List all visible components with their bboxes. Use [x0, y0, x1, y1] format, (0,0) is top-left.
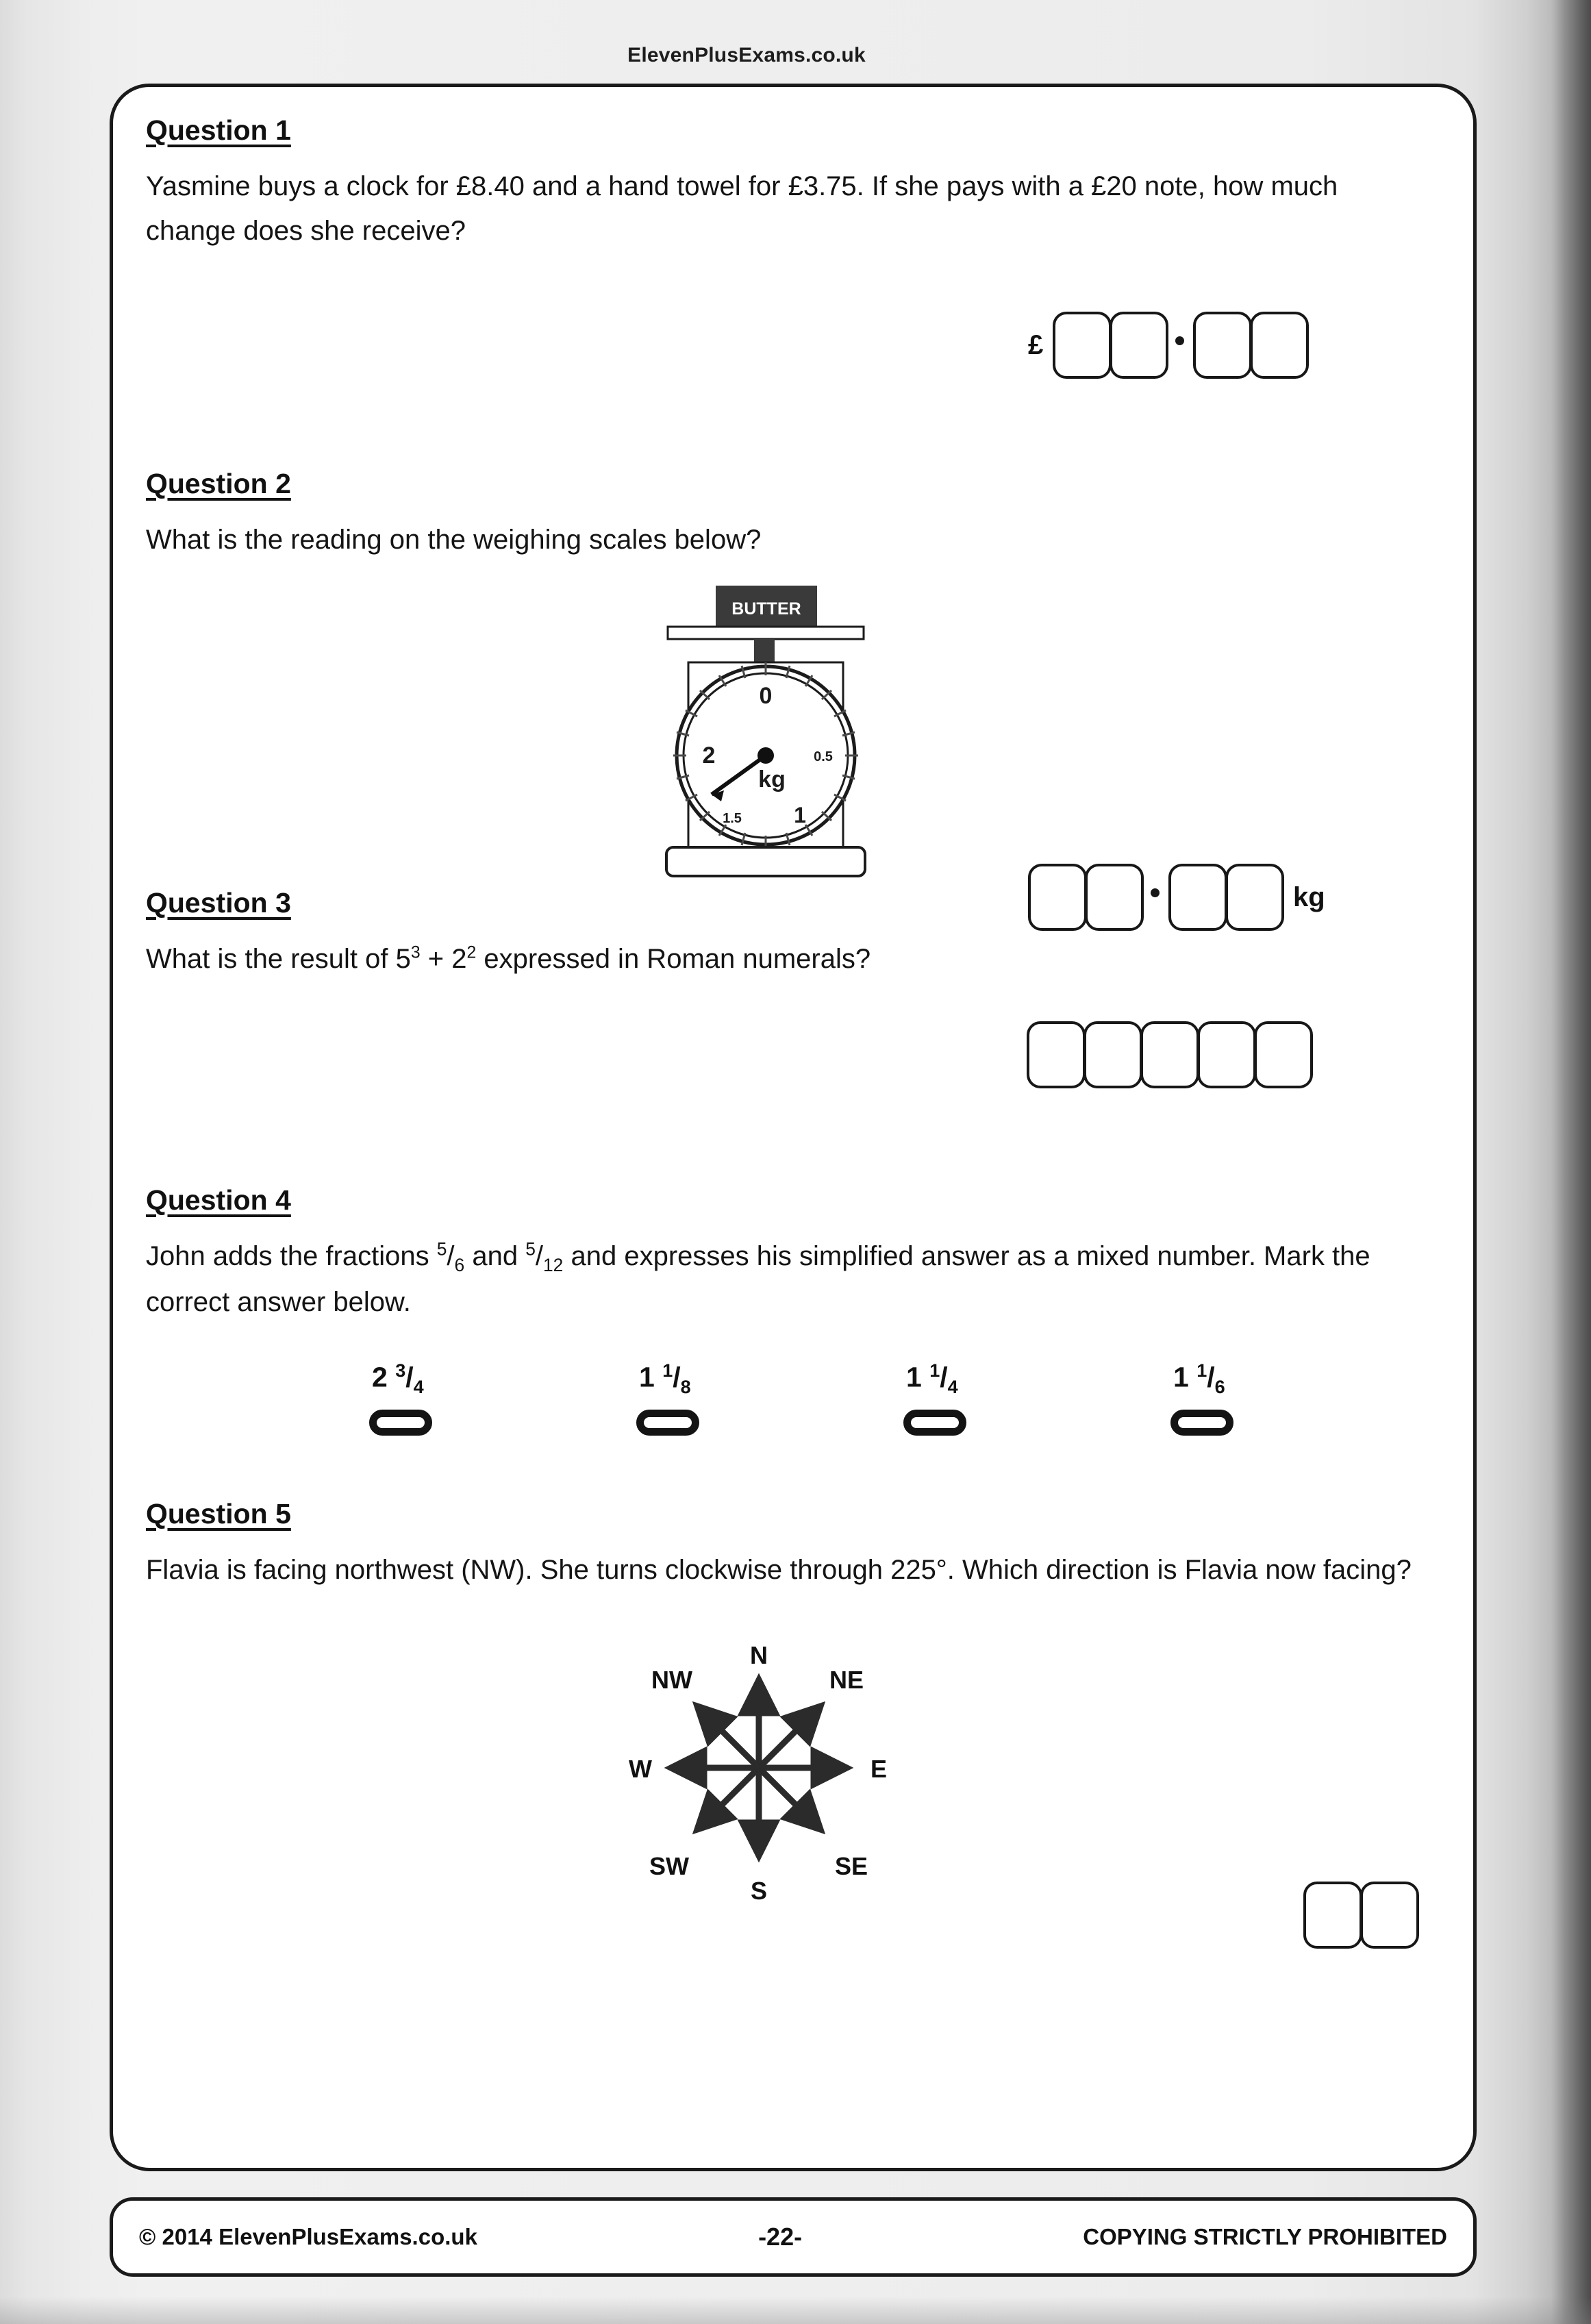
question-4-body	[146, 1234, 1433, 1325]
compass-label-e: E	[870, 1754, 888, 1783]
question-5-body: Flavia is facing northwest (NW). She turns clockwise through 225°. Which direction is Flavia now facing?	[146, 1555, 1412, 1585]
option-denominator: 4	[947, 1376, 958, 1397]
q4-fraction-1-numerator: 5	[436, 1238, 447, 1260]
option-whole-number: 2	[372, 1361, 388, 1393]
page-footer-frame	[110, 2197, 1477, 2277]
q4-tail-text: and expresses his simplified answer as a mixed number. Mark the correct answer below.	[146, 1241, 1370, 1317]
answer-box[interactable]	[1197, 1021, 1256, 1088]
scale-stem	[754, 639, 775, 662]
option-whole-number: 1	[639, 1361, 655, 1393]
scale-base	[666, 847, 865, 876]
option-fraction: $^3/_4$	[395, 1360, 424, 1397]
question-2-title: Question 2	[146, 468, 291, 499]
dial-tick-label-0: 0	[759, 682, 773, 709]
dial-tick-label-1: 1	[794, 802, 806, 827]
option-denominator: 4	[413, 1376, 424, 1397]
question-5-block	[146, 1498, 1433, 1924]
q4-fraction-2-numerator: 5	[525, 1238, 536, 1260]
footer-copyright: © 2014 ElevenPlusExams.co.uk	[139, 2224, 477, 2249]
question-1-answer-boxes[interactable]	[1028, 312, 1307, 379]
compass-label-se: SE	[834, 1851, 868, 1880]
question-1-block	[146, 114, 1433, 360]
q4-mid-text: and	[464, 1241, 526, 1271]
question-4-title: Question 4	[146, 1184, 291, 1216]
butter-label: BUTTER	[731, 599, 801, 619]
scale-platform	[668, 627, 864, 639]
option-label	[1146, 1360, 1413, 1398]
q4-lead-text: John adds the fractions	[146, 1241, 437, 1271]
question-1-title: Question 1	[146, 114, 291, 146]
question-3-title: Question 3	[146, 887, 291, 919]
option-numerator: 3	[395, 1360, 406, 1381]
worksheet-content-frame	[110, 84, 1477, 2171]
answer-box[interactable]	[1250, 312, 1309, 379]
q3-exponent-1: 3	[410, 943, 421, 962]
answer-box[interactable]	[1110, 312, 1168, 379]
option-fraction: $^1/_4$	[929, 1360, 958, 1397]
dial-tick-label-2: 2	[702, 742, 716, 769]
site-header: ElevenPlusExams.co.uk	[627, 44, 866, 66]
question-4-options-row	[344, 1360, 1433, 1436]
answer-box[interactable]	[1083, 1021, 1142, 1088]
answer-box[interactable]	[1193, 312, 1252, 379]
question-4-option[interactable]	[344, 1360, 612, 1436]
weighing-scale-illustration	[653, 582, 879, 897]
answer-box[interactable]	[1254, 1021, 1313, 1088]
option-numerator: 1	[929, 1360, 940, 1381]
option-numerator: 1	[662, 1360, 673, 1381]
footer-notice: COPYING STRICTLY PROHIBITED	[1083, 2224, 1447, 2249]
option-bubble[interactable]	[369, 1410, 432, 1436]
page-edge-shadow-right	[1551, 0, 1591, 2324]
answer-box[interactable]	[1140, 1021, 1199, 1088]
q4-fraction-2-denominator: 12	[543, 1255, 564, 1275]
footer-page-number: -22-	[758, 2223, 803, 2251]
q3-base-1: 5	[395, 944, 411, 974]
option-label	[879, 1360, 1146, 1398]
question-5-answer-boxes[interactable]	[1303, 1882, 1417, 1949]
dial-tick-label-0point5: 0.5	[814, 749, 833, 764]
q4-fraction-2: $^5/_{12}$	[525, 1238, 564, 1275]
compass-arrows	[674, 1683, 844, 1853]
question-4-block	[146, 1184, 1433, 1436]
question-3-block	[146, 887, 1433, 982]
decimal-point-marker	[1175, 336, 1184, 345]
option-bubble[interactable]	[636, 1410, 699, 1436]
dial-unit-label: kg	[758, 766, 786, 792]
compass-label-n: N	[750, 1640, 768, 1669]
q3-plus-sign: +	[420, 944, 452, 974]
question-3-answer-boxes[interactable]	[1027, 1021, 1311, 1088]
question-4-option[interactable]	[1146, 1360, 1413, 1436]
compass-label-ne: NE	[829, 1665, 864, 1694]
question-4-option[interactable]	[612, 1360, 879, 1436]
compass-rose-illustration	[598, 1609, 920, 1924]
page-footer	[113, 2201, 1473, 2273]
option-bubble[interactable]	[1170, 1410, 1233, 1436]
option-label	[612, 1360, 879, 1398]
q3-trail-text: expressed in Roman numerals?	[476, 944, 871, 974]
compass-label-s: S	[750, 1876, 768, 1905]
option-bubble[interactable]	[903, 1410, 966, 1436]
q3-base-2: 2	[451, 944, 467, 974]
question-4-option[interactable]	[879, 1360, 1146, 1436]
compass-label-w: W	[629, 1754, 652, 1783]
q4-fraction-1: $^5/_6$	[436, 1238, 465, 1275]
question-5-title: Question 5	[146, 1498, 291, 1529]
option-denominator: 8	[680, 1376, 691, 1397]
answer-box[interactable]	[1360, 1882, 1419, 1949]
q3-exponent-2: 2	[466, 943, 477, 962]
q3-lead-text: What is the result of	[146, 944, 396, 974]
weighing-scale-svg	[653, 582, 879, 897]
compass-label-sw: SW	[649, 1851, 689, 1880]
option-fraction: $^1/_6$	[1197, 1360, 1225, 1397]
option-label	[344, 1360, 612, 1398]
option-whole-number: 1	[906, 1361, 922, 1393]
currency-symbol-label: £	[1028, 329, 1044, 360]
unit-label-kg: kg	[1293, 882, 1325, 912]
worksheet-inner	[146, 114, 1447, 2142]
q4-fraction-1-denominator: 6	[454, 1255, 465, 1275]
compass-label-nw: NW	[651, 1665, 692, 1694]
compass-rose-svg	[598, 1609, 920, 1924]
answer-box[interactable]	[1053, 312, 1112, 379]
answer-box[interactable]	[1303, 1882, 1362, 1949]
option-numerator: 1	[1197, 1360, 1207, 1381]
answer-box[interactable]	[1027, 1021, 1086, 1088]
question-2-body: What is the reading on the weighing scales below?	[146, 525, 762, 555]
question-1-body: Yasmine buys a clock for £8.40 and a hand towel for £3.75. If she pays with a £20 note, how much change does she receive?	[146, 171, 1338, 246]
option-denominator: 6	[1214, 1376, 1225, 1397]
page-edge-shadow-bottom	[0, 2297, 1591, 2324]
dial-tick-label-1point5: 1.5	[723, 810, 742, 826]
option-fraction: $^1/_8$	[662, 1360, 691, 1397]
option-whole-number: 1	[1173, 1361, 1189, 1393]
question-3-body	[146, 937, 1433, 982]
